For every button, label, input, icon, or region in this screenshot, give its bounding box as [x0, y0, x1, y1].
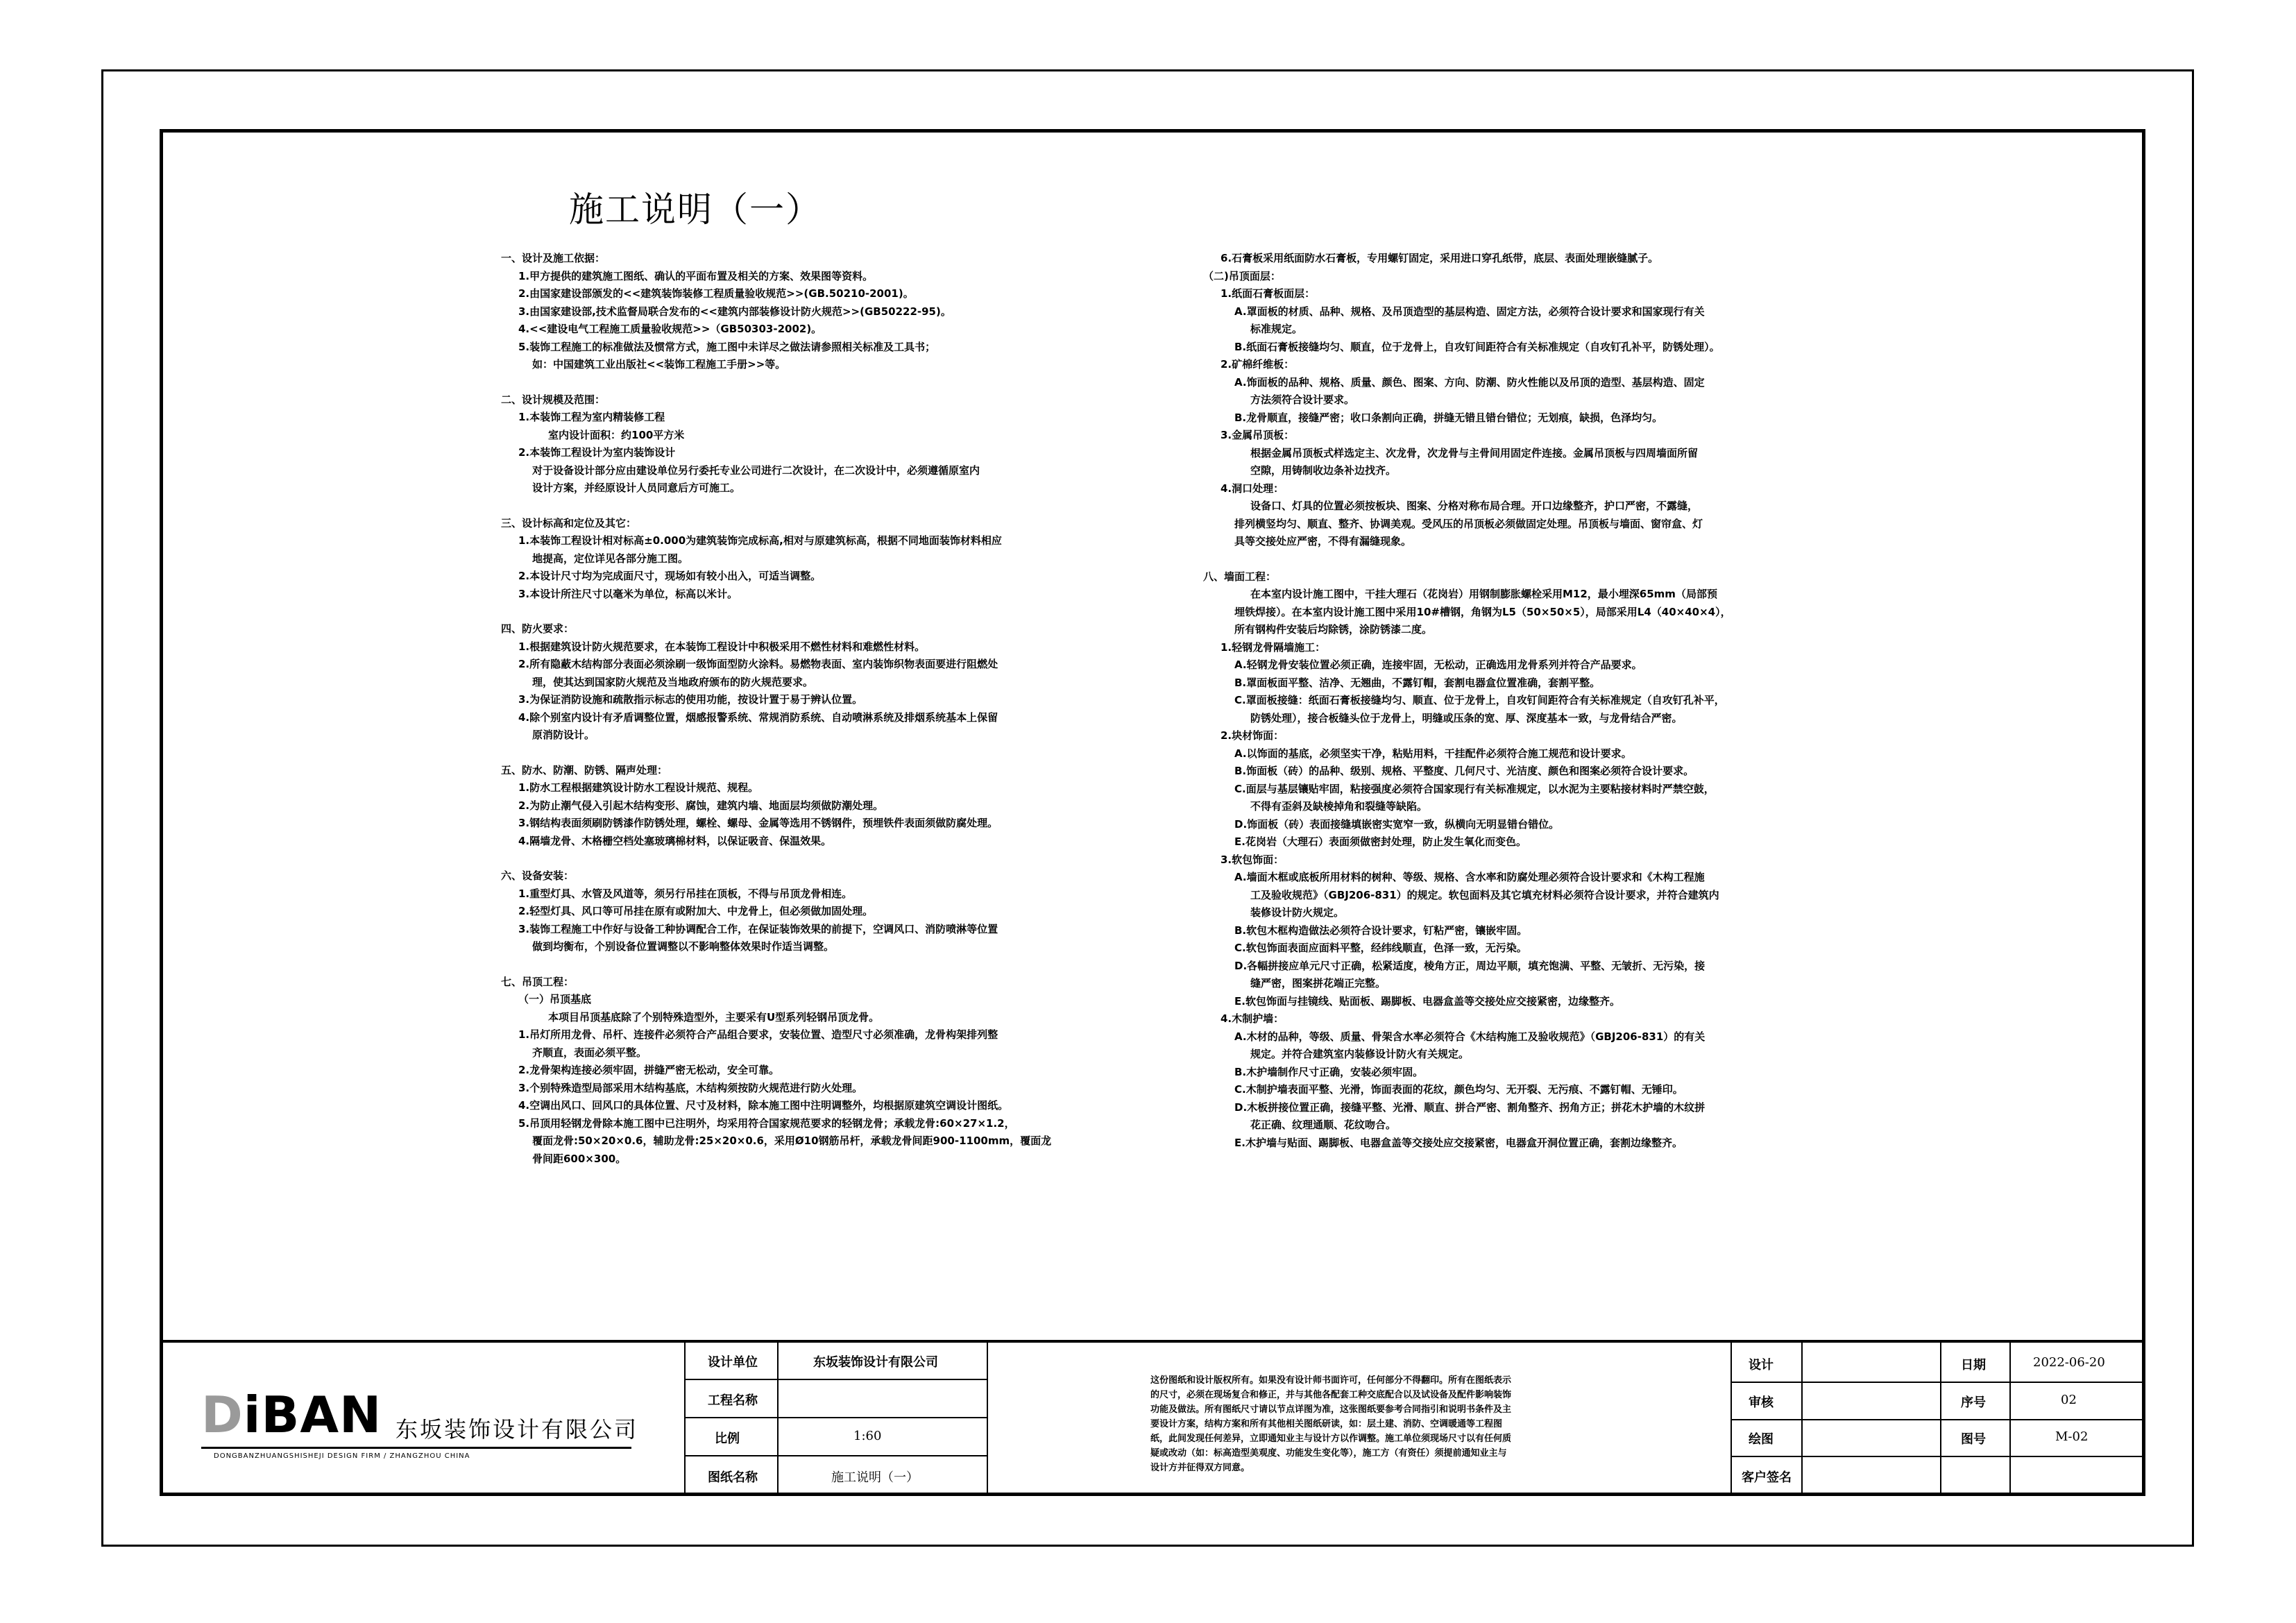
note-line: 根据金属吊顶板式样选定主、次龙骨，次龙骨与主骨间用固定件连接。金属吊顶板与四周墙面所留: [1250, 446, 1699, 459]
note-line: 2.矿棉纤维板：: [1221, 358, 1295, 371]
note-line: 标准规定。: [1250, 323, 1303, 335]
note-line: 装修设计防火规定。: [1250, 906, 1345, 919]
note-line: 对于设备设计部分应由建设单位另行委托专业公司进行二次设计，在二次设计中，必须遵循原室内: [532, 464, 980, 477]
value-drawing-no: M-02: [2055, 1429, 2089, 1444]
note-line: 3.为保证消防设施和疏散指示标志的使用功能，按设计置于易于辨认位置。: [518, 693, 863, 706]
value-serial: 02: [2061, 1393, 2077, 1407]
value-design-unit: 东坂装饰设计有限公司: [813, 1355, 938, 1370]
title-block: [160, 1340, 2145, 1496]
section-heading: 六、设备安装：: [501, 869, 575, 882]
note-line: 覆面龙骨:50×20×0.6，辅助龙骨:25×20×0.6，采用Ø10钢筋吊杆，承载龙骨间距900-1100mm，覆面龙: [532, 1135, 1052, 1147]
note-line: A.轻钢龙骨安装位置必须正确，连接牢固，无松动，正确选用龙骨系列并符合产品要求。: [1234, 658, 1642, 671]
section-gap: [501, 745, 1125, 762]
notes-left-column: [501, 250, 1125, 1168]
divider: [684, 1379, 987, 1380]
divider: [684, 1417, 987, 1418]
note-line: A.饰面板的品种、规格、质量、颜色、图案、方向、防潮、防火性能以及吊顶的造型、基层构造、固定: [1234, 375, 1705, 389]
note-line: 排列横竖均匀、顺直、整齐、协调美观。受风压的吊顶板必须做固定处理。吊顶板与墙面、窗帘盒、灯: [1234, 517, 1703, 530]
label-drafting: 绘图: [1749, 1432, 1774, 1447]
note-line: 在本室内设计施工图中，干挂大理石（花岗岩）用钢制膨胀螺栓采用M12，最小埋深65mm（局部预: [1250, 588, 1717, 600]
note-line: 原消防设计。: [532, 729, 595, 741]
note-line: 不得有歪斜及缺棱掉角和裂缝等缺陷。: [1250, 800, 1428, 813]
divider: [684, 1343, 686, 1496]
note-line: 所有钢构件安装后均除锈，涂防锈漆二度。: [1234, 623, 1433, 636]
label-client-sign: 客户签名: [1742, 1470, 1792, 1485]
note-line: E.软包饰面与挂镜线、贴面板、踢脚板、电器盒盖等交接处应交接紧密，边缘整齐。: [1234, 994, 1620, 1008]
note-line: 室内设计面积：约100平方米: [548, 428, 685, 441]
note-line: A.罩面板的材质、品种、规格、及吊顶造型的基层构造、固定方法，必须符合设计要求和国家现行有关: [1234, 305, 1705, 318]
section-gap: [501, 850, 1125, 867]
note-line: 设备口、灯具的位置必须按板块、图案、分格对称布局合理。开口边缘整齐，护口严密，不露缝，: [1250, 500, 1699, 512]
note-line: 2.由国家建设部颁发的<<建筑装饰装修工程质量验收规范>>(GB.50210-2001)。: [518, 287, 914, 300]
note-line: 4.除个别室内设计有矛盾调整位置，烟感报警系统、常规消防系统、自动喷淋系统及排烟系统基本上保留: [518, 711, 998, 724]
note-line: （一）吊顶基底: [518, 993, 592, 1005]
label-design: 设计: [1749, 1358, 1774, 1373]
note-line: 3.金属吊顶板：: [1221, 429, 1295, 441]
note-line: 2.本设计尺寸均为完成面尺寸，现场如有较小出入，可适当调整。: [518, 570, 822, 582]
note-line: 空隙，用铸制收边条补边找齐。: [1250, 464, 1397, 477]
note-line: 2.块材饰面：: [1221, 729, 1284, 742]
note-line: 2.本装饰工程设计为室内装饰设计: [518, 446, 676, 459]
note-line: E.花岗岩（大理石）表面须做密封处理，防止发生氧化而变色。: [1234, 835, 1527, 848]
label-date: 日期: [1961, 1358, 1986, 1373]
note-line: 3.个别特殊造型局部采用木结构基底，木结构须按防火规范进行防火处理。: [518, 1081, 863, 1094]
logo-divider: [201, 1447, 631, 1449]
note-line: 1.防水工程根据建筑设计防水工程设计规范、规程。: [518, 781, 759, 794]
note-line: 3.由国家建设部,技术监督局联合发布的<<建筑内部装修设计防火规范>>(GB50222-95)。: [518, 305, 951, 318]
note-line: D.木板拼接位置正确，接缝平整、光滑、顺直、拼合严密、割角整齐、拐角方正；拼花木护墙的木纹拼: [1234, 1101, 1706, 1114]
note-line: B.软包木框构造做法必须符合设计要求，钉粘严密，镶嵌牢固。: [1234, 924, 1528, 937]
note-line: 6.石膏板采用纸面防水石膏板，专用螺钉固定，采用进口穿孔纸带，底层、表面处理嵌缝腻子。: [1221, 252, 1659, 264]
note-line: 2.为防止潮气侵入引起木结构变形、腐蚀，建筑内墙、地面层均须做防潮处理。: [518, 799, 884, 812]
divider: [684, 1455, 987, 1456]
section-gap: [501, 956, 1125, 974]
label-drawing-name: 图纸名称: [708, 1470, 758, 1485]
note-line: 规定。并符合建筑室内装修设计防火有关规定。: [1250, 1048, 1470, 1060]
inner-frame: [160, 129, 2145, 1496]
divider: [1730, 1456, 2145, 1457]
note-line: 5.装饰工程施工的标准做法及惯常方式，施工图中未详尽之做法请参照相关标准及工具书；: [518, 340, 936, 353]
note-line: C.罩面板接缝：纸面石膏板接缝均匀、顺直、位于龙骨上，自攻钉间距符合有关标准规定（自攻钉孔补平，: [1234, 694, 1725, 706]
note-line: B.龙骨顺直，接缝严密；收口条割向正确，拼缝无错且错台错位；无划痕，缺损，色泽均匀。: [1234, 411, 1663, 424]
note-line: E.木护墙与贴面、踢脚板、电器盒盖等交接处应交接紧密，电器盒开洞位置正确，套割边缘整齐。: [1234, 1136, 1683, 1149]
note-line: C.软包饰面表面应面料平整，经纬线顺直，色泽一致，无污染。: [1234, 942, 1527, 954]
label-drawing-no: 图号: [1961, 1432, 1986, 1447]
note-line: D.饰面板（砖）表面接缝填嵌密实宽窄一致，纵横向无明显错台错位。: [1234, 817, 1560, 831]
label-review: 审核: [1749, 1395, 1774, 1410]
divider: [777, 1343, 779, 1496]
note-line: 埋铁焊接）。在本室内设计施工图中采用10#槽钢，角钢为L5（50×50×5），局部采用L4（40×40×4），: [1234, 605, 1731, 618]
divider: [1730, 1382, 2145, 1383]
section-gap: [501, 603, 1125, 620]
note-line: 2.龙骨架构连接必须牢固，拼缝严密无松动，安全可靠。: [518, 1064, 780, 1076]
note-line: C.木制护墙表面平整、光滑，饰面表面的花纹，颜色均匀、无开裂、无污痕、不露钉帽、无锤印。: [1234, 1083, 1683, 1096]
note-line: B.木护墙制作尺寸正确，安装必须牢固。: [1234, 1065, 1424, 1078]
note-line: A.墙面木框或底板所用材料的树种、等级、规格、含水率和防腐处理必须符合设计要求和《木构工程施: [1234, 871, 1705, 883]
note-line: 1.重型灯具、水管及风道等，须另行吊挂在顶板，不得与吊顶龙骨相连。: [518, 887, 853, 900]
note-line: 3.装饰工程施工中作好与设备工种协调配合工作，在保证装饰效果的前提下，空调风口、消防喷淋等位置: [518, 922, 998, 935]
note-line: A.木材的品种，等级、质量、骨架含水率必须符合《木结构施工及验收规范》（GBJ206-831）的有关: [1234, 1030, 1706, 1043]
page-title: 施工说明（一）: [569, 189, 822, 230]
note-line: 1.纸面石膏板面层：: [1221, 287, 1316, 300]
note-line: B.饰面板（砖）的品种、级别、规格、平整度、几何尺寸、光洁度、颜色和图案必须符合设计要求。: [1234, 765, 1694, 777]
value-drawing-name: 施工说明（一）: [831, 1470, 919, 1485]
label-serial: 序号: [1961, 1395, 1986, 1410]
note-line: 如：中国建筑工业出版社<<装饰工程施工手册>>等。: [532, 358, 786, 371]
section-gap: [1203, 551, 1814, 568]
note-line: 4.洞口处理：: [1221, 482, 1284, 495]
note-line: B.纸面石膏板接缝均匀、顺直，位于龙骨上，自攻钉间距符合有关标准规定（自攻钉孔补平，防锈处理）。: [1234, 340, 1720, 353]
note-line: 2.轻型灯具、风口等可吊挂在原有或附加大、中龙骨上，但必须做加固处理。: [518, 905, 874, 917]
note-line: 4.隔墙龙骨、木格栅空档处塞玻璃棉材料，以保证吸音、保温效果。: [518, 834, 832, 847]
note-line: 1.甲方提供的建筑施工图纸、确认的平面布置及相关的方案、效果图等资料。: [518, 269, 874, 282]
copyright-notice: 这份图纸和设计版权所有。如果没有设计师书面许可，任何部分不得翻印。所有在图纸表示的尺寸，必须在现场复合和修正，并与其他各配套工种交底配合以及试设备及配件影响装饰功能及做法。所有图纸尺寸请以节点详图为准，这张图纸要参考合同指引和说明书条件及主要设计方案，结构方案和所有其他相关图纸研读，如：层土建、消防、空调暖通等工程图纸，此间发现任何差异，立即通知业主与设计方以作调整。施工单位须现场尺寸以有任何质疑或改动（如：标高造型美观度、功能发生变化等），施工方（有资任）须提前通知业主与设计方并征得双方同意。: [1150, 1375, 1512, 1473]
note-line: （二)吊顶面层：: [1203, 269, 1281, 282]
note-line: 3.钢结构表面须刷防锈漆作防锈处理，螺栓、螺母、金属等选用不锈钢件，预埋铁件表面须做防腐处理。: [518, 817, 998, 829]
note-line: 1.根据建筑设计防火规范要求，在本装饰工程设计中积极采用不燃性材料和难燃性材料。: [518, 640, 926, 653]
company-logo: [201, 1386, 382, 1444]
note-line: 4.木制护墙：: [1221, 1012, 1284, 1025]
note-line: C.面层与基层镶贴牢固，粘接强度必须符合国家现行有关标准规定，以水泥为主要粘接材料时严禁空鼓，: [1234, 782, 1715, 795]
note-line: 工及验收规范》（GBJ206-831）的规定。软包面料及其它填充材料必须符合设计要求，并符合建筑内: [1250, 888, 1719, 901]
note-line: 2.所有隐蔽木结构部分表面必须涂刷一级饰面型防火涂料。易燃物表面、室内装饰织物表面要进行阻燃处: [518, 658, 998, 670]
label-project-name: 工程名称: [708, 1393, 758, 1408]
note-line: 地提高，定位详见各部分施工图。: [532, 552, 689, 565]
note-line: 骨间距600×300。: [532, 1152, 627, 1165]
note-line: 4.空调出风口、回风口的具体位置、尺寸及材料，除本施工图中注明调整外，均根据原建筑空调设计图纸。: [518, 1099, 1009, 1112]
note-line: 设计方案，并经原设计人员同意后方可施工。: [532, 482, 741, 494]
label-scale: 比例: [715, 1431, 740, 1446]
note-line: 1.本装饰工程设计相对标高±0.000为建筑装饰完成标高,相对与原建筑标高，根据不同地面装饰材料相应: [518, 534, 1002, 547]
section-heading: 一、设计及施工依据：: [501, 252, 606, 264]
note-line: A.以饰面的基底，必须坚实干净，粘贴用料，干挂配件必须符合施工规范和设计要求。: [1234, 747, 1632, 760]
section-gap: [501, 374, 1125, 391]
note-line: 齐顺直，表面必须平整。: [532, 1046, 647, 1059]
note-line: 3.本设计所注尺寸以毫米为单位，标高以米计。: [518, 587, 738, 600]
logo-letter-d: D: [201, 1386, 244, 1444]
section-heading: 五、防水、防潮、防锈、隔声处理：: [501, 763, 668, 776]
value-scale: 1:60: [853, 1429, 882, 1443]
note-line: 1.吊灯所用龙骨、吊杆、连接件必须符合产品组合要求，安装位置、造型尺寸必须准确，龙骨构架排列整: [518, 1028, 998, 1041]
note-line: 花正确、纹理通顺、花纹吻合。: [1250, 1119, 1397, 1131]
value-date: 2022-06-20: [2033, 1355, 2105, 1370]
company-name-cn: 东坂装饰设计有限公司: [396, 1416, 639, 1443]
logo-letters: iBAN: [243, 1386, 382, 1444]
note-line: 具等交接处应严密，不得有漏缝现象。: [1234, 535, 1412, 547]
divider: [1730, 1419, 2145, 1420]
divider: [987, 1343, 988, 1496]
note-line: D.各幅拼接应单元尺寸正确，松紧适度，棱角方正，周边平顺，填充饱满、平整、无皱折、无污染，接: [1234, 959, 1706, 972]
section-heading: 二、设计规模及范围：: [501, 393, 606, 406]
label-design-unit: 设计单位: [708, 1355, 758, 1370]
note-line: 理，使其达到国家防火规范及当地政府颁布的防火规范要求。: [532, 675, 814, 688]
note-line: 做到均衡布，个别设备位置调整以不影响整体效果时作适当调整。: [532, 940, 835, 953]
note-line: B.罩面板面平整、洁净、无翘曲，不露钉帽，套割电器盒位置准确，套割平整。: [1234, 676, 1601, 689]
note-line: 方法须符合设计要求。: [1250, 393, 1355, 406]
note-line: 防锈处理），接合板缝头位于龙骨上，明缝或压条的宽、厚、深度基本一致，与龙骨结合严密。: [1250, 711, 1683, 724]
note-line: 5.吊顶用轻钢龙骨除本施工图中已注明外，均采用符合国家规范要求的轻钢龙骨；承载龙骨:60×27×1.2，: [518, 1116, 1015, 1130]
section-gap: [501, 498, 1125, 515]
section-heading: 四、防火要求：: [501, 622, 575, 635]
company-name-en: DONGBANZHUANGSHISHEJI DESIGN FIRM / ZHANGZHOU CHINA: [214, 1452, 470, 1460]
notes-right-column: [1203, 250, 1814, 1152]
section-heading: 三、设计标高和定位及其它：: [501, 516, 637, 529]
note-line: 1.本装饰工程为室内精装修工程: [518, 411, 665, 423]
note-line: 3.软包饰面：: [1221, 853, 1284, 866]
note-line: 缝严密，图案拼花端正完整。: [1250, 977, 1386, 989]
section-heading: 八、墙面工程：: [1203, 570, 1277, 583]
note-line: 4.<<建设电气工程施工质量验收规范>>（GB50303-2002)。: [518, 323, 822, 335]
note-line: 本项目吊顶基底除了个别特殊造型外，主要采有U型系列轻钢吊顶龙骨。: [548, 1010, 880, 1023]
section-heading: 七、吊顶工程：: [501, 975, 575, 988]
note-line: 1.轻钢龙骨隔墙施工：: [1221, 640, 1326, 654]
